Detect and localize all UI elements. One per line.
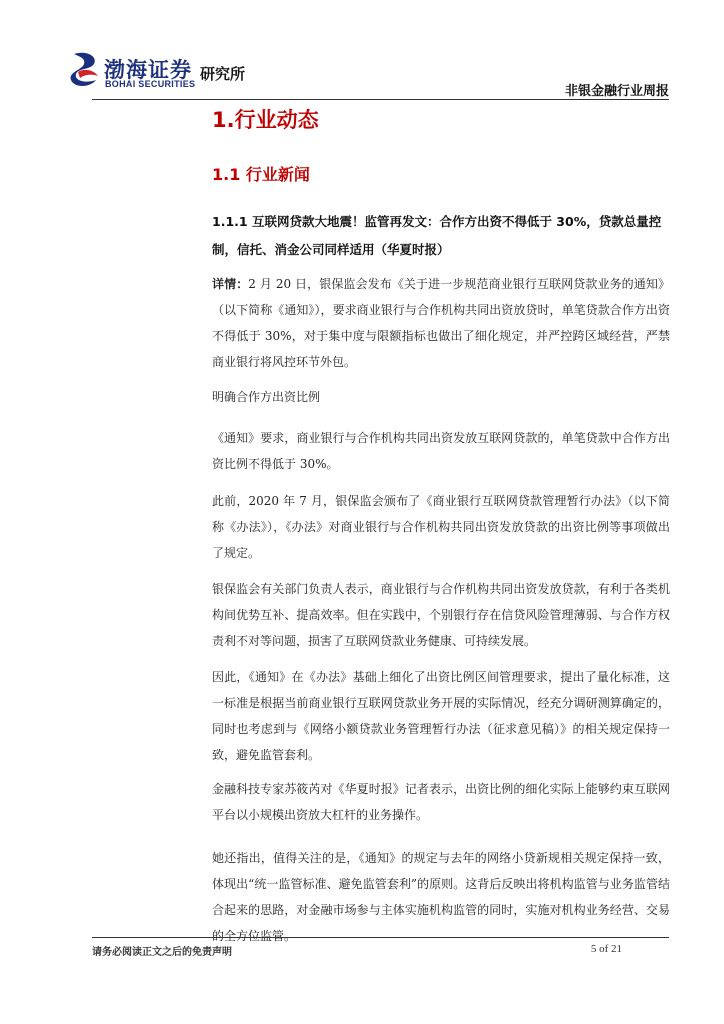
- header-divider: [92, 99, 669, 100]
- page-number: 5 of 21: [590, 943, 622, 955]
- details-text: 2 月 20 日，银保监会发布《关于进一步规范商业银行互联网贷款业务的通知》（以下简称《通知》），要求商业银行与合作机构共同出资放贷时，单笔贷款合作方出资不得低于 30%，对于集中度与限额指标也做出了细化规定，并严控跨区域经营，严禁商业银行将风控环节外包。: [212, 277, 670, 369]
- paragraph-notice-requirement: 《通知》要求，商业银行与合作机构共同出资发放互联网贷款的，单笔贷款中合作方出资比例不得低于 30%。: [212, 431, 670, 471]
- bohai-logo-icon: [68, 50, 102, 90]
- paragraph-expert-analysis: 她还指出，值得关注的是，《通知》的规定与去年的网络小贷新规相关规定保持一致，体现出“统一监管标准、避免监管套利”的原则。这背后反映出将机构监管与业务监管结合起来的思路，对金融市场参与主体实施机构监管的同时，实施对机构业务经营、交易的全方位监管。: [212, 851, 670, 943]
- paragraph-expert-comment: 金融科技专家苏筱芮对《华夏时报》记者表示，出资比例的细化实际上能够约束互联网平台以小规模出资放大杠杆的业务操作。: [212, 782, 670, 822]
- paragraph-regulator-comment: 银保监会有关部门负责人表示，商业银行与合作机构共同出资发放贷款，有利于各类机构间优势互补、提高效率。但在实践中，个别银行存在信贷风险管理薄弱、与合作方权责利不对等问题，损害了互联网贷款业务健康、可持续发展。: [212, 582, 670, 648]
- paragraph-quantified-standard: 因此，《通知》在《办法》基础上细化了出资比例区间管理要求，提出了量化标准，这一标准是根据当前商业银行互联网贷款业务开展的实际情况，经充分调研测算确定的，同时也考虑到与《网络小额贷款业务管理暂行办法（征求意见稿）》的相关规定保持一致，避免监管套利。: [212, 670, 670, 762]
- logo-chinese-name: 渤海证券: [104, 57, 192, 82]
- paragraph-details: [212, 271, 670, 375]
- details-lead: 详情：: [212, 277, 249, 291]
- paragraph-subheading: 明确合作方出资比例: [212, 390, 321, 404]
- institute-label: 研究所: [200, 65, 246, 83]
- report-type: 非银金融行业周报: [564, 84, 669, 99]
- logo-english-name: BOHAI SECURITIES: [105, 79, 196, 89]
- section-heading-2: 1.1 行业新闻: [212, 165, 310, 184]
- footer-disclaimer: 请务必阅读正文之后的免责声明: [92, 947, 232, 958]
- bohai-securities-logo: [68, 50, 258, 94]
- section-heading-1: 1.行业动态: [212, 108, 319, 132]
- paragraph-previous-rules: 此前，2020 年 7 月，银保监会颁布了《商业银行互联网贷款管理暂行办法》（以下简称《办法》），《办法》对商业银行与合作机构共同出资发放贷款的出资比例等事项做出了规定。: [212, 494, 670, 560]
- news-headline: 1.1.1 互联网贷款大地震！监管再发文：合作方出资不得低于 30%，贷款总量控制，信托、消金公司同样适用（华夏时报）: [212, 214, 662, 257]
- footer-divider: [92, 937, 669, 938]
- page-header: [0, 0, 724, 100]
